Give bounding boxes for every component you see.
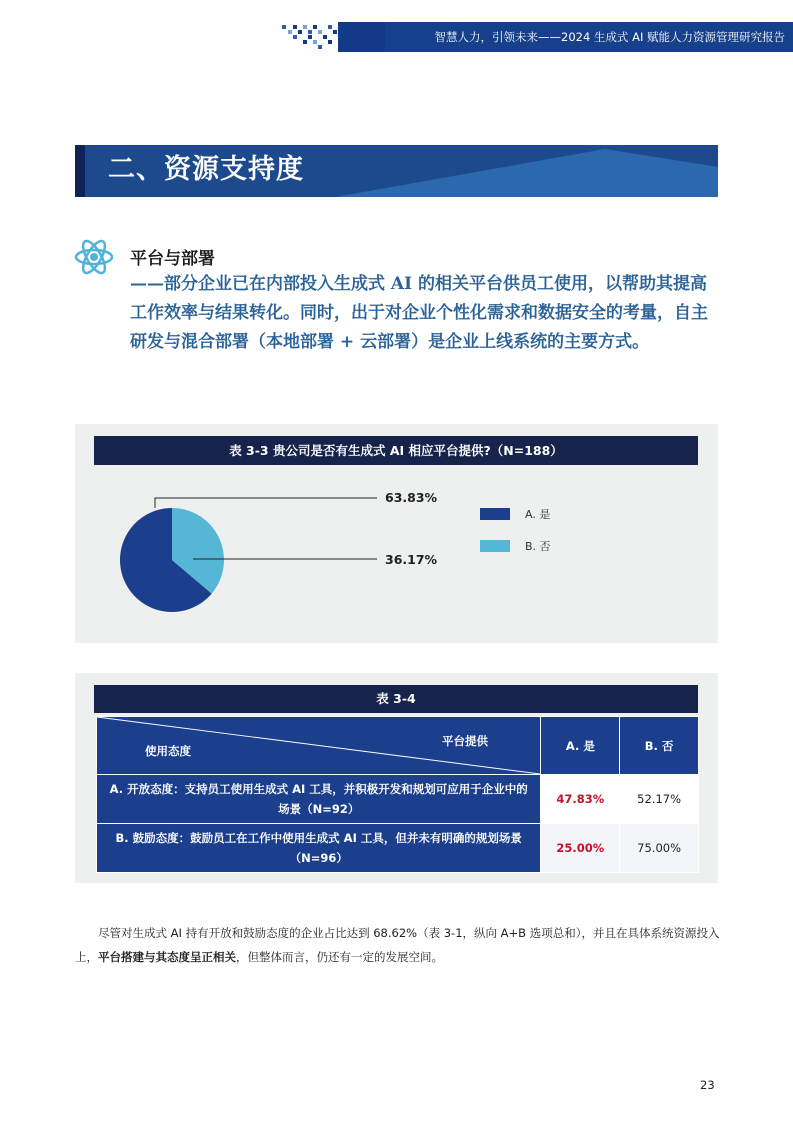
legend-swatch-yes bbox=[480, 508, 510, 520]
paragraph-part1: 尽管对生成式 AI 持有开放和鼓励态度的企业占比达到 68.62%（表 3-1，纵向 A+B 选项总和），并且在具体系统资源投入上， bbox=[75, 926, 720, 964]
paragraph-part2: ，但整体而言，仍还有一定的发展空间。 bbox=[236, 950, 443, 964]
table-row bbox=[97, 824, 699, 873]
table34-corner-cell bbox=[97, 717, 541, 775]
row-value-no: 75.00% bbox=[620, 824, 699, 873]
table34 bbox=[96, 716, 699, 873]
legend-label-yes: A. 是 bbox=[525, 508, 551, 521]
subsection-title: 平台与部署 bbox=[130, 249, 215, 269]
corner-bottom-label: 使用态度 bbox=[145, 744, 191, 758]
leader-line-yes bbox=[155, 498, 377, 508]
table34-title: 表 3-4 bbox=[94, 685, 698, 713]
subsection-text: ——部分企业已在内部投入生成式 AI 的相关平台供员工使用，以帮助其提高工作效率与结果转化。同时，出于对企业个性化需求和数据安全的考量，自主研发与混合部署（本地部署 + 云部署）是企业上线系统的主要方式。 bbox=[130, 274, 708, 352]
row-value-yes: 47.83% bbox=[541, 775, 620, 824]
table-row bbox=[97, 775, 699, 824]
pie-label-no: 36.17% bbox=[385, 552, 438, 567]
atom-icon bbox=[74, 237, 114, 277]
col-header-no: B. 否 bbox=[620, 717, 699, 775]
legend-swatch-no bbox=[480, 540, 510, 552]
body-paragraph bbox=[75, 921, 720, 969]
col-header-yes: A. 是 bbox=[541, 717, 620, 775]
row-label: B. 鼓励态度：鼓励员工在工作中使用生成式 AI 工具，但并未有明确的规划场景（N=96） bbox=[97, 824, 541, 873]
pie-label-yes: 63.83% bbox=[385, 490, 438, 505]
page-number: 23 bbox=[700, 1078, 715, 1092]
table33-title: 表 3-3 贵公司是否有生成式 AI 相应平台提供?（N=188） bbox=[94, 436, 698, 465]
header-title: 智慧人力，引领未来——2024 生成式 AI 赋能人力资源管理研究报告 bbox=[434, 30, 785, 44]
row-value-no: 52.17% bbox=[620, 775, 699, 824]
section-title: 二、资源支持度 bbox=[108, 154, 304, 185]
corner-top-label: 平台提供 bbox=[442, 734, 488, 748]
row-value-yes: 25.00% bbox=[541, 824, 620, 873]
row-label: A. 开放态度：支持员工使用生成式 AI 工具，并积极开发和规划可应用于企业中的场景（N=92） bbox=[97, 775, 541, 824]
header-pixel-decoration bbox=[282, 22, 345, 52]
legend-label-no: B. 否 bbox=[525, 540, 551, 553]
paragraph-bold: 平台搭建与其态度呈正相关 bbox=[98, 950, 236, 964]
